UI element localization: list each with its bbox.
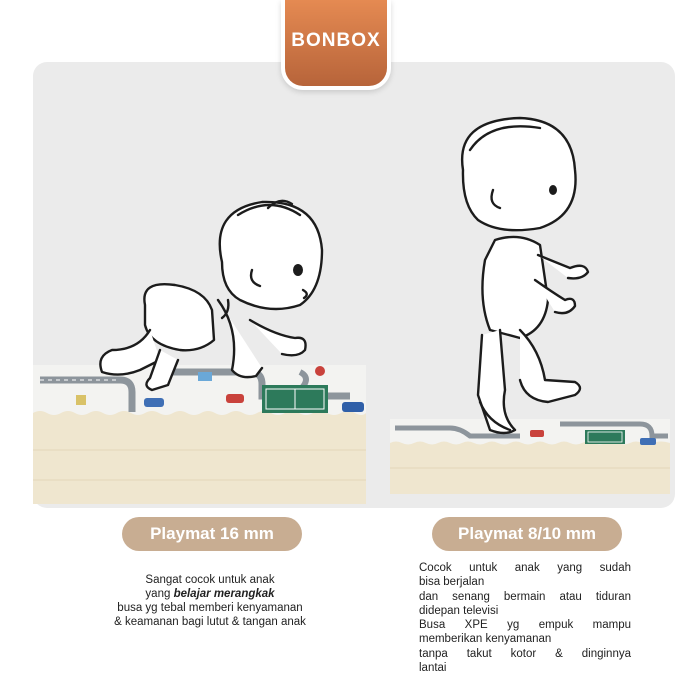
brand-logo-text: BONBOX (291, 30, 381, 51)
description-line: busa yg tebal memberi kenyamanan (117, 602, 303, 614)
description-line: didepan televisi (419, 604, 499, 617)
thick-playmat-image (33, 365, 366, 504)
playmat-8-10mm-title: Playmat 8/10 mm (432, 517, 622, 551)
description-line: Busa XPE yg empuk mampu (419, 619, 631, 632)
thin-playmat-image (390, 419, 670, 494)
description-line (60, 587, 360, 601)
crawling-baby-illustration (100, 201, 322, 390)
playmat-16mm-title: Playmat 16 mm (122, 517, 302, 551)
playmat-16mm-description (60, 573, 360, 629)
description-line: lantai (419, 662, 447, 675)
description-line: bisa berjalan (419, 576, 485, 589)
playmat-8-10mm-description (419, 561, 631, 675)
description-line: dan senang bermain atau tiduran (419, 590, 631, 603)
walking-baby-illustration (462, 118, 588, 433)
description-line: Cocok untuk anak yang sudah (419, 562, 631, 574)
description-line: tanpa takut kotor & dinginnya (419, 647, 631, 660)
description-emphasis: belajar merangkak (173, 588, 275, 600)
description-prefix: yang (145, 588, 174, 600)
description-line: memberikan kenyamanan (419, 633, 552, 646)
description-line: Sangat cocok untuk anak (145, 574, 275, 586)
brand-badge (281, 0, 391, 90)
description-line: & keamanan bagi lutut & tangan anak (114, 616, 306, 628)
